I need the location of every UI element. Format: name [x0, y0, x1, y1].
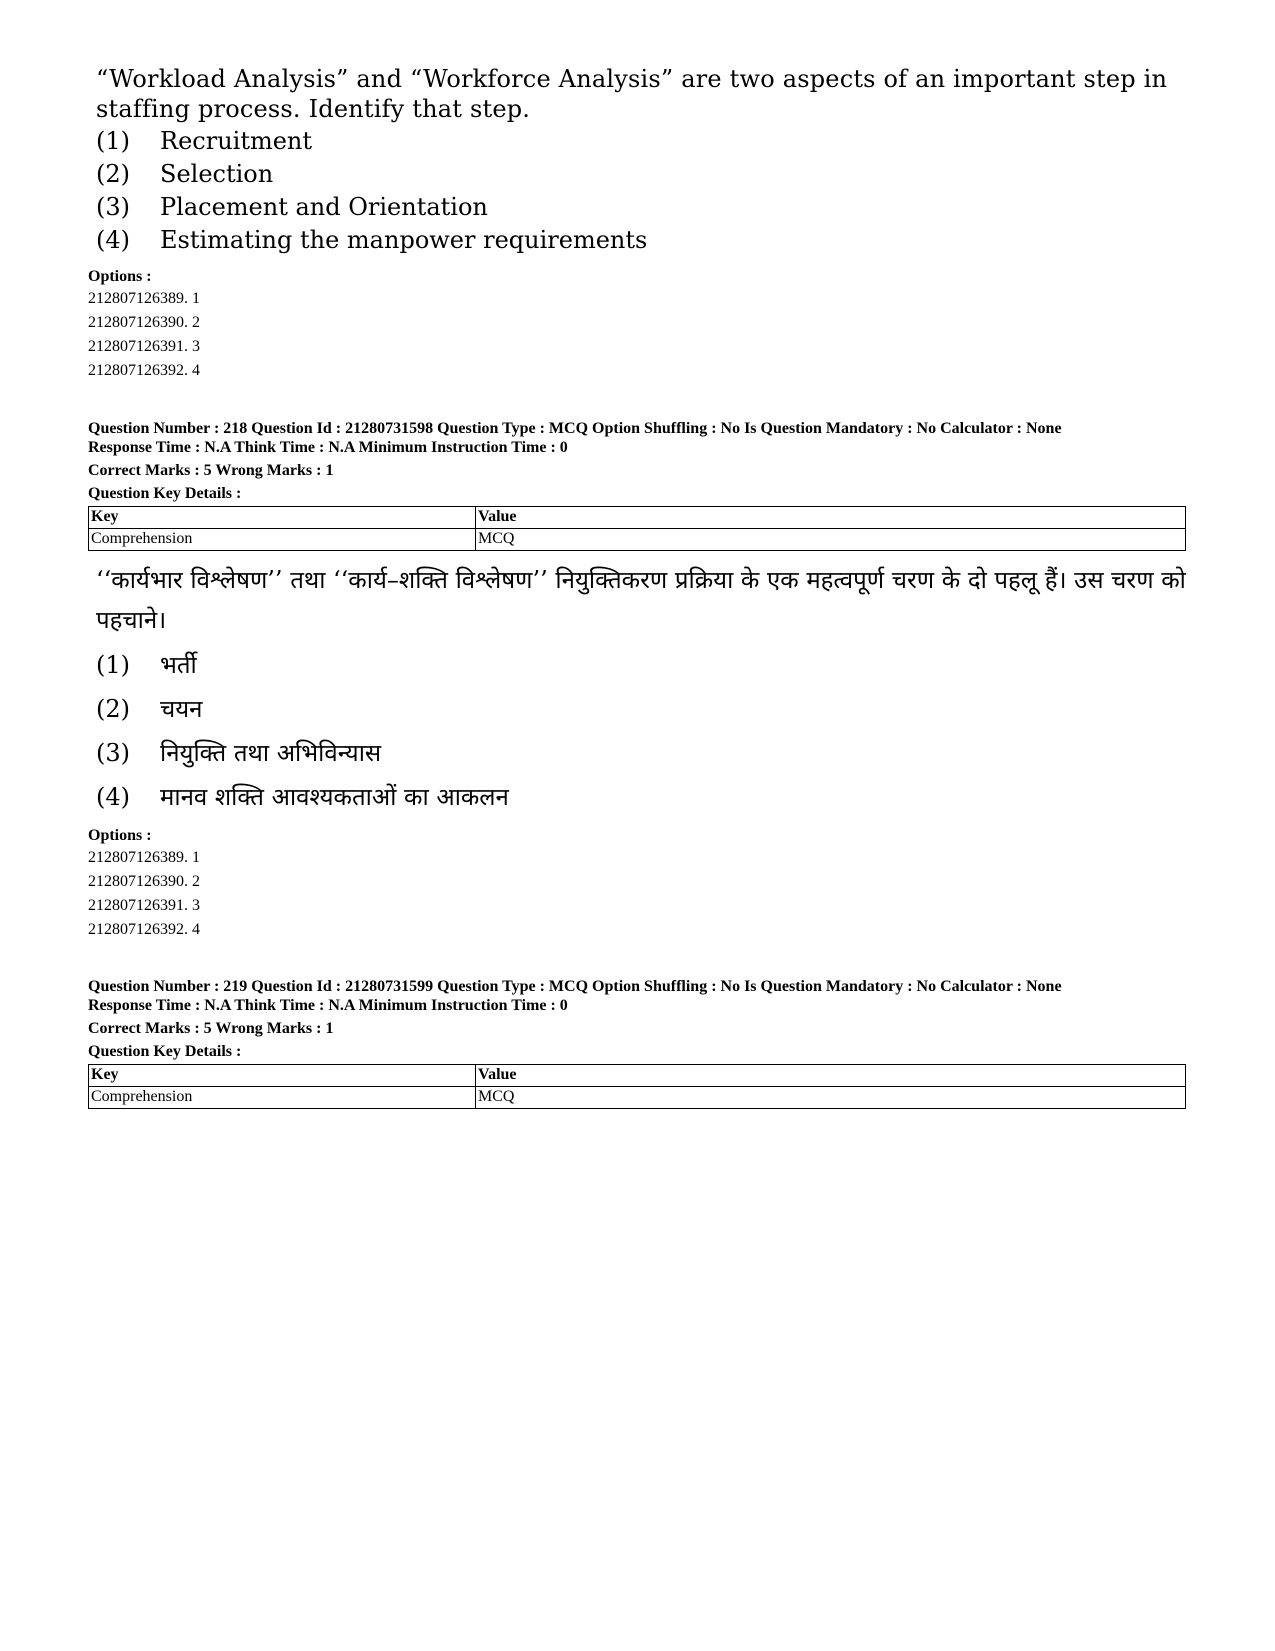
option-id: 212807126389. 1 [88, 290, 200, 307]
q218-choice-1 [96, 650, 197, 680]
choice-text: चयन [160, 695, 203, 723]
q218-marks: Correct Marks : 5 Wrong Marks : 1 [88, 462, 334, 479]
table-row [89, 1087, 1186, 1109]
choice-number: (2) [96, 695, 130, 723]
choice-number: (2) [96, 160, 130, 188]
q218-meta-line1: Question Number : 218 Question Id : 21280731598 Question Type : MCQ Option Shuffling : No Is Question Mandatory : No Calculator : None [88, 420, 1062, 437]
choice-number: (3) [96, 739, 130, 767]
choice-number: (1) [96, 651, 130, 679]
q218-choice-2 [96, 694, 202, 724]
q219-marks: Correct Marks : 5 Wrong Marks : 1 [88, 1020, 334, 1037]
choice-number: (4) [96, 226, 130, 254]
option-id: 212807126391. 3 [88, 897, 200, 914]
choice-text: Placement and Orientation [160, 193, 488, 221]
table-cell-value: MCQ [476, 529, 1186, 551]
q217-options-label: Options : [88, 268, 152, 285]
q218-meta-line2: Response Time : N.A Think Time : N.A Minimum Instruction Time : 0 [88, 439, 568, 456]
q217-options-list [88, 287, 200, 383]
choice-text: नियुक्ति तथा अभिविन्यास [160, 739, 382, 767]
choice-number: (4) [96, 783, 130, 811]
table-cell-value: MCQ [476, 1087, 1186, 1109]
q218-key-table [88, 506, 1186, 551]
q219-key-table [88, 1064, 1186, 1109]
q219-key-details-label: Question Key Details : [88, 1043, 242, 1060]
option-id: 212807126390. 2 [88, 873, 200, 890]
q217-choice-3 [96, 192, 488, 222]
option-id: 212807126392. 4 [88, 921, 200, 938]
table-header-row [89, 1065, 1186, 1087]
table-header-key: Key [89, 1065, 476, 1087]
q217-choice-1 [96, 126, 312, 156]
option-id: 212807126390. 2 [88, 314, 200, 331]
q217-choice-2 [96, 159, 273, 189]
choice-text: Recruitment [160, 127, 313, 155]
table-cell-key: Comprehension [89, 1087, 476, 1109]
choice-number: (3) [96, 193, 130, 221]
choice-text: मानव शक्ति आवश्यकताओं का आकलन [160, 783, 509, 811]
q218-options-list [88, 846, 200, 942]
table-header-key: Key [89, 507, 476, 529]
choice-text: भर्ती [160, 651, 197, 679]
q219-meta-line1: Question Number : 219 Question Id : 21280731599 Question Type : MCQ Option Shuffling : No Is Question Mandatory : No Calculator : None [88, 978, 1062, 995]
table-cell-key: Comprehension [89, 529, 476, 551]
q218-key-details-label: Question Key Details : [88, 485, 242, 502]
option-id: 212807126391. 3 [88, 338, 200, 355]
q217-stem: “Workload Analysis” and “Workforce Analysis” are two aspects of an important step in staffing process. Identify that step. [96, 65, 1168, 123]
table-row [89, 529, 1186, 551]
q217-choice-4 [96, 225, 647, 255]
option-id: 212807126392. 4 [88, 362, 200, 379]
q218-stem: ‘‘कार्यभार विश्लेषण’’ तथा ‘‘कार्य–शक्ति विश्लेषण’’ नियुक्तिकरण प्रक्रिया के एक महत्वपूर्ण चरण के दो पहलू हैं। उस चरण को पहचाने। [96, 566, 1186, 634]
q218-options-label: Options : [88, 827, 152, 844]
q218-choice-3 [96, 738, 381, 768]
table-header-value: Value [476, 1065, 1186, 1087]
choice-number: (1) [96, 127, 130, 155]
table-header-row [89, 507, 1186, 529]
option-id: 212807126389. 1 [88, 849, 200, 866]
choice-text: Selection [160, 160, 274, 188]
choice-text: Estimating the manpower requirements [160, 226, 648, 254]
q219-meta-line2: Response Time : N.A Think Time : N.A Minimum Instruction Time : 0 [88, 997, 568, 1014]
table-header-value: Value [476, 507, 1186, 529]
q218-choice-4 [96, 782, 509, 812]
